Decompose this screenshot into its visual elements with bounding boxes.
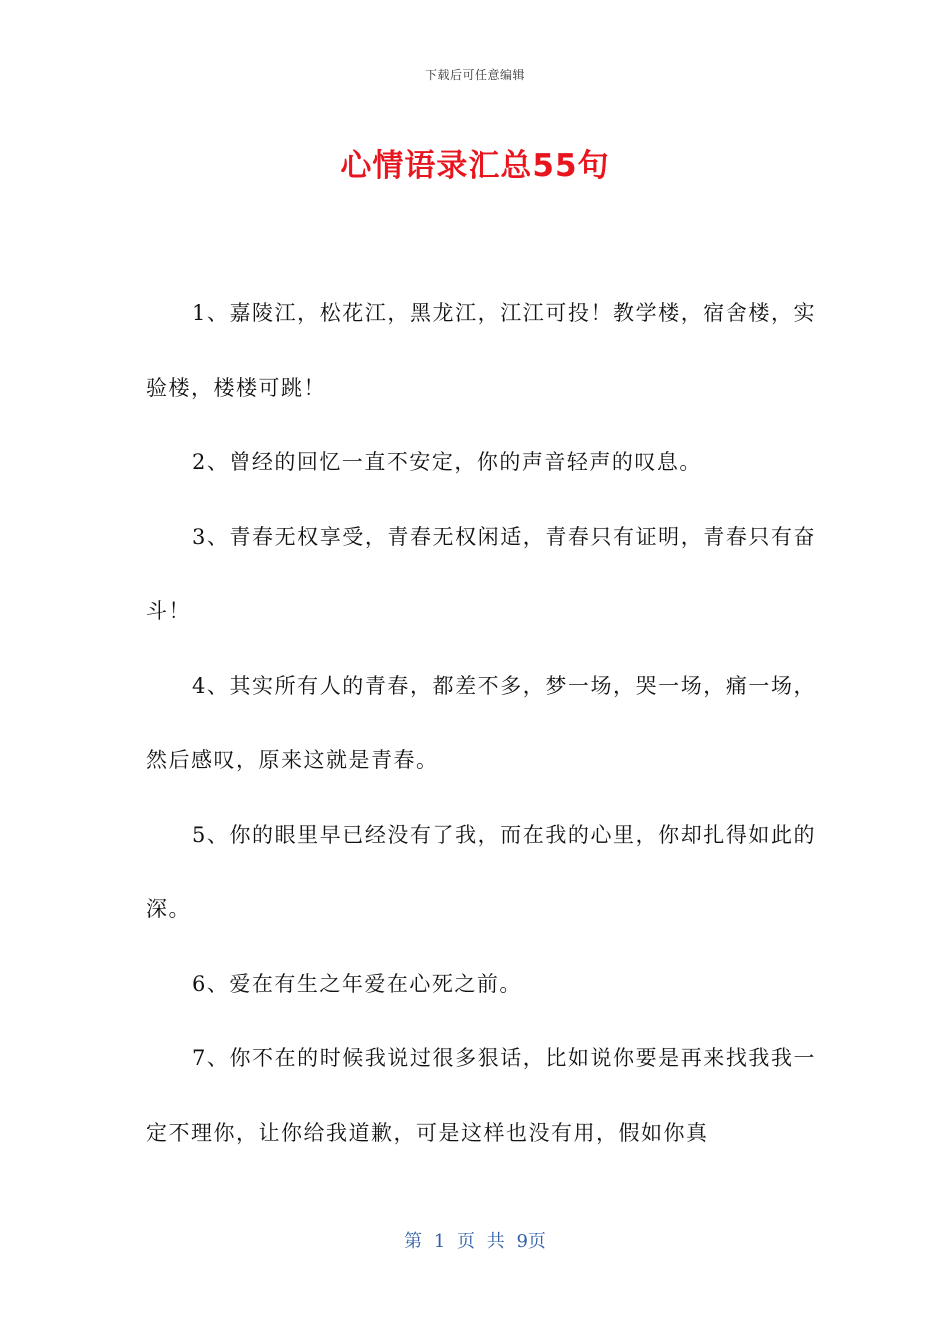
paragraph-6: 6、爱在有生之年爱在心死之前。	[192, 971, 522, 996]
document-title: 心情语录汇总55句	[340, 148, 610, 184]
document-body	[146, 276, 816, 1170]
footer-middle: 页 共	[457, 1231, 505, 1252]
paragraph-1: 1、嘉陵江，松花江，黑龙江，江江可投！教学楼，宿舍楼，实验楼，楼楼可跳！	[146, 301, 816, 400]
paragraph-2: 2、曾经的回忆一直不安定，你的声音轻声的叹息。	[192, 450, 702, 474]
paragraph-5: 5、你的眼里早已经没有了我，而在我的心里，你却扎得如此的深。	[146, 822, 816, 921]
footer-prefix: 第	[404, 1231, 423, 1252]
page-footer	[0, 1227, 950, 1253]
header-note: 下载后可任意编辑	[424, 68, 525, 82]
paragraph-7: 7、你不在的时候我说过很多狠话，比如说你要是再来找我我一定不理你，让你给我道歉，可是这样也没有用，假如你真	[146, 1046, 816, 1145]
footer-current-page: 1	[433, 1231, 446, 1252]
paragraph-3: 3、青春无权享受，青春无权闲适，青春只有证明，青春只有奋斗！	[146, 524, 816, 623]
paragraph-4: 4、其实所有人的青春，都差不多，梦一场，哭一场，痛一场，然后感叹，原来这就是青春。	[146, 673, 816, 772]
footer-total-pages: 9页	[516, 1231, 546, 1252]
